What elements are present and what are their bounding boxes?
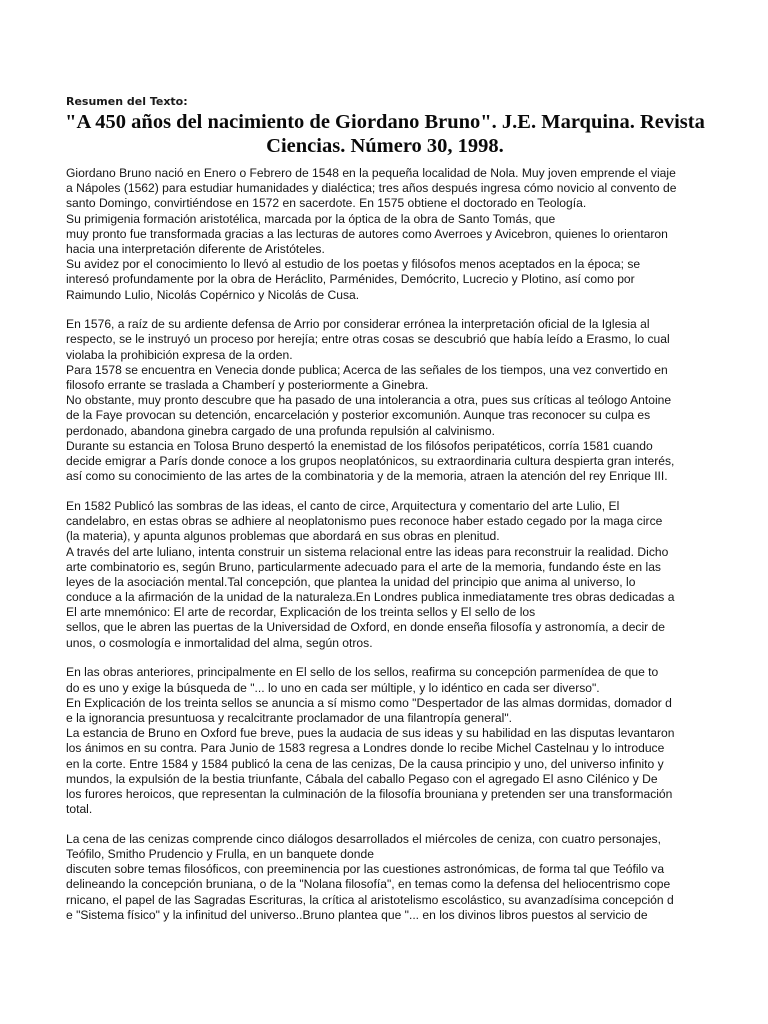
paragraph-line: así como su conocimiento de las artes de la combinatoria y de la memoria, atraen la atención del rey Enrique III. (66, 469, 668, 484)
document-body (66, 166, 714, 923)
paragraph-line: Teófilo, Smitho Prudencio y Frulla, en un banquete donde (66, 847, 374, 862)
paragraph-line: La cena de las cenizas comprende cinco diálogos desarrollados el miércoles de ceniza, con cuatro personajes, (66, 831, 661, 846)
paragraph-line: muy pronto fue transformada gracias a las lecturas de autores como Averroes y Avicebron, quienes lo orientaron (66, 226, 668, 241)
paragraph-line: discuten sobre temas filosóficos, con preeminencia por las cuestiones astronómicas, de forma tal que Teófilo va (66, 862, 665, 877)
paragraph-line: de la Faye provocan su detención, encarcelación y posterior excomunión. Aunque tras reconocer su culpa es (66, 408, 651, 423)
paragraph-line: hacia una interpretación diferente de Aristóteles. (66, 241, 325, 256)
paragraph-line: El arte mnemónico: El arte de recordar, Explicación de los treinta sellos y El sello de los (66, 605, 536, 620)
paragraph-line: candelabro, en estas obras se adhiere al neoplatonismo pues reconoce haber estado cegado por la maga circe (66, 514, 663, 529)
paragraph-line: los furores heroicos, que representan la culminación de la filosofía brouniana y pretenden ser una transformación (66, 786, 673, 801)
paragraph-line: santo Domingo, convirtiéndose en 1572 en sacerdote. En 1575 obtiene el doctorado en Teología. (66, 196, 587, 211)
paragraph-line: En 1582 Publicó las sombras de las ideas, el canto de circe, Arquitectura y comentario del arte Lulio, El (66, 498, 620, 513)
paragraph-line: Su avidez por el conocimiento lo llevó al estudio de los poetas y filósofos menos aceptados en la época; se (66, 257, 641, 272)
paragraph-line: decide emigrar a París donde conoce a los grupos neoplatónicos, su extraordinaria cultura despierta gran interés, (66, 453, 675, 468)
paragraph-line: En 1576, a raíz de su ardiente defensa de Arrio por considerar errónea la interpretación oficial de la Iglesia al (66, 317, 650, 332)
paragraph-line: a Nápoles (1562) para estudiar humanidades y dialéctica; tres años después ingresa cómo novicio al convento de (66, 181, 677, 196)
paragraph-line: Giordano Bruno nació en Enero o Febrero de 1548 en la pequeña localidad de Nola. Muy joven emprende el viaje (66, 166, 676, 180)
section-label: Resumen del Texto: (66, 95, 188, 108)
paragraph-gap (66, 817, 714, 832)
paragraph-line: rnicano, el papel de las Sagradas Escrituras, la crítica al aristotelismo escolástico, su avanzadísima concepción d (66, 892, 674, 907)
paragraph-gap (66, 651, 714, 666)
title-line-1: "A 450 años del nacimiento de Giordano Bruno". J.E. Marquina. Revista (65, 111, 705, 133)
paragraph-line: e "Sistema físico" y la infinitud del universo..Bruno plantea que "... en los divinos libros puestos al servicio de (66, 907, 648, 922)
paragraph-line: e la ignorancia presuntuosa y recalcitrante proclamador de una filantropía general". (66, 710, 512, 725)
paragraph-line: Durante su estancia en Tolosa Bruno despertó la enemistad de los filósofos peripatéticos, corría 1581 cuando (66, 438, 653, 453)
paragraph-line: filosofo errante se traslada a Chamberí y posteriormente a Ginebra. (66, 378, 429, 393)
paragraph-line: La estancia de Bruno en Oxford fue breve, pues la audacia de sus ideas y su habilidad en las disputas levantaron (66, 726, 675, 741)
paragraph-line: En las obras anteriores, principalmente en El sello de los sellos, reafirma su concepción parmenídea de que to (66, 665, 659, 680)
paragraph-line: Su primigenia formación aristotélica, marcada por la óptica de la obra de Santo Tomás, que (66, 211, 556, 226)
paragraph (66, 832, 714, 923)
paragraph-line: perdonado, abandona ginebra cargado de una profunda repulsión al calvinismo. (66, 423, 495, 438)
paragraph-line: en la corte. Entre 1584 y 1584 publicó la cena de las cenizas, De la causa principio y uno, del universo infinito y (66, 756, 664, 771)
paragraph-line: mundos, la expulsión de la bestia triunfante, Cábala del caballo Pegaso con el agregado El asno Cilénico y De (66, 771, 658, 786)
paragraph (66, 166, 714, 303)
paragraph-line: A través del arte luliano, intenta construir un sistema relacional entre las ideas para reconstruir la realidad. Dicho (66, 544, 669, 559)
paragraph-line: respecto, se le instruyó un proceso por herejía; entre otras cosas se descubrió que había leído a Erasmo, lo cual (66, 332, 670, 347)
paragraph-line: Para 1578 se encuentra en Venecia donde publica; Acerca de las señales de los tiempos, una vez convertido en (66, 362, 668, 377)
paragraph-line: conduce a la afirmación de la unidad de la naturaleza.En Londres publica inmediatamente tres obras dedicadas a (66, 590, 675, 605)
paragraph-line: interesó profundamente por la obra de Heráclito, Parménides, Demócrito, Lucrecio y Plotino, así como por (66, 272, 635, 287)
paragraph-line: No obstante, muy pronto descubre que ha pasado de una intolerancia a otra, pues sus críticas al teólogo Antoine (66, 393, 672, 408)
title-line-2: Ciencias. Número 30, 1998. (266, 135, 504, 157)
paragraph-line: arte combinatorio es, según Bruno, particularmente adecuado para el arte de la memoria, fundando éste en las (66, 559, 661, 574)
paragraph-gap (66, 484, 714, 499)
paragraph-line: leyes de la asociación mental.Tal concepción, que plantea la unidad del principio que anima al universo, lo (66, 574, 636, 589)
paragraph (66, 499, 714, 651)
paragraph-line: los ánimos en su contra. Para Junio de 1583 regresa a Londres donde lo recibe Michel Castelnau y lo introduce (66, 741, 665, 756)
paragraph-line: (la materia), y apunta algunos problemas que abordará en sus obras en plenitud. (66, 529, 500, 544)
paragraph-gap (66, 303, 714, 318)
paragraph-line: Raimundo Lulio, Nicolás Copérnico y Nicolás de Cusa. (66, 287, 360, 302)
paragraph-line: violaba la prohibición expresa de la orden. (66, 347, 293, 362)
paragraph (66, 665, 714, 817)
paragraph-line: unos, o cosmología e inmortalidad del alma, según otros. (66, 635, 373, 650)
paragraph (66, 317, 714, 484)
document-title (62, 110, 708, 158)
paragraph-line: do es uno y exige la búsqueda de "... lo uno en cada ser múltiple, y lo idéntico en cada ser diverso". (66, 680, 600, 695)
paragraph-line: total. (66, 802, 93, 817)
paragraph-line: delineando la concepción bruniana, o de la "Nolana filosofía", en temas como la defensa del heliocentrismo cope (66, 877, 671, 892)
paragraph-line: En Explicación de los treinta sellos se anuncia a sí mismo como "Despertador de las almas dormidas, domador d (66, 695, 672, 710)
paragraph-line: sellos, que le abren las puertas de la Universidad de Oxford, en donde enseña filosofía y astronomía, a decir de (66, 620, 666, 635)
